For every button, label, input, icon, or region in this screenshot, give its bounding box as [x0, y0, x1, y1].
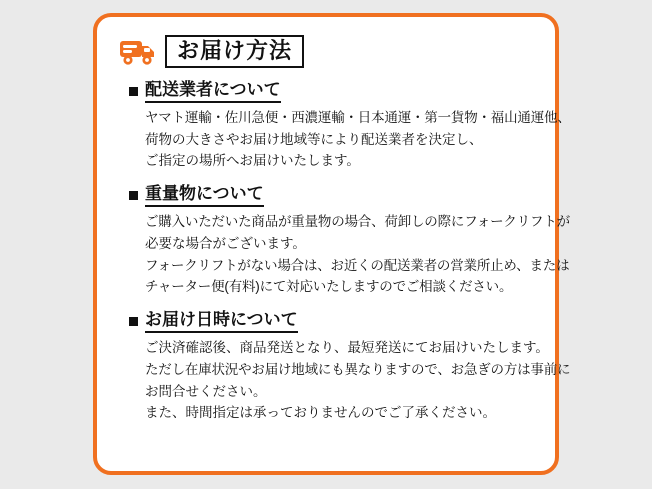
body-line: ご指定の場所へお届けいたします。	[145, 153, 360, 169]
section-heavy-items	[115, 184, 570, 298]
section-heading: 重量物について	[145, 184, 264, 207]
bullet-square-icon	[129, 317, 138, 326]
body-line: また、時間指定は承っておりませんのでご了承ください。	[145, 405, 496, 421]
body-line: ご決済確認後、商品発送となり、最短発送にてお届けいたします。	[145, 339, 549, 355]
section-heading-row	[129, 80, 537, 103]
body-line: チャーター便(有料)にて対応いたしますのでご相談ください。	[145, 279, 513, 295]
delivery-info-card	[93, 13, 571, 475]
body-line: ヤマト運輸・佐川急便・西濃運輸・日本通運・第一貨物・福山通運他、	[145, 109, 571, 125]
section-heading: 配送業者について	[145, 80, 281, 103]
section-heading: お届け日時について	[145, 310, 298, 333]
section-body	[145, 107, 571, 173]
bullet-square-icon	[129, 87, 138, 96]
body-line: ご購入いただいた商品が重量物の場合、荷卸しの際にフォークリフトが	[145, 213, 570, 229]
section-body	[145, 211, 570, 298]
section-body	[145, 337, 571, 424]
delivery-truck-icon	[119, 37, 157, 67]
section-shipping-carriers	[115, 80, 571, 172]
bullet-square-icon	[129, 191, 138, 200]
section-heading-row	[129, 184, 537, 207]
body-line: お問合せください。	[145, 383, 267, 399]
card-title-box	[165, 35, 304, 68]
section-delivery-datetime	[115, 310, 571, 424]
body-line: 必要な場合がございます。	[145, 235, 306, 251]
body-line: フォークリフトがない場合は、お近くの配送業者の営業所止め、または	[145, 257, 570, 273]
card-title: お届け方法	[177, 38, 293, 63]
section-heading-row	[129, 310, 537, 333]
body-line: ただし在庫状況やお届け地域にも異なりますので、お急ぎの方は事前に	[145, 361, 571, 377]
body-line: 荷物の大きさやお届け地域等により配送業者を決定し、	[145, 131, 483, 147]
card-title-row	[119, 35, 537, 68]
